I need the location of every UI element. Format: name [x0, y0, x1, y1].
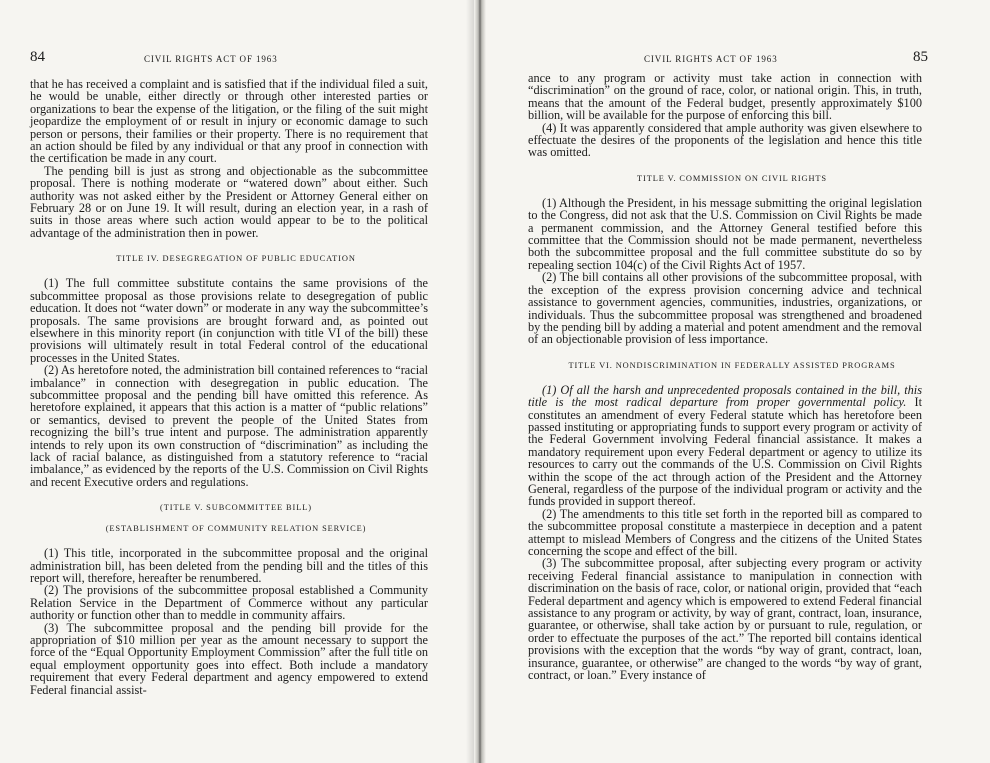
gutter-shadow [466, 0, 474, 763]
section-heading: TITLE V. COMMISSION ON CIVIL RIGHTS [636, 173, 827, 183]
section-heading: (TITLE V. SUBCOMMITTEE BILL) [160, 503, 312, 513]
paragraph: (2) As heretofore noted, the administration bill contained references to “racial imbalance” in connection with desegregation in public education. The subcommittee proposal and the pending bill have omitted this reference. As heretofore explained, it appears that this action is a matter of “public relations” or semantics, devised to prevent the people of the United States from recognizing the bill’s true intent and purpose. The administration apparently intends to rely upon its own construction of “discrimination” as including the lack of racial balance, as distinguished from a statutory reference to “racial imbalance,” as evidenced by the reports of the U.S. Commission on Civil Rights and recent Executive orders and regulations. [30, 363, 428, 489]
paragraph-rest: It constitutes an amendment of every Federal statute which has heretofore been passed instituting or appropriating funds to support every program or activity of the Federal Government involving Federal financial assistance. It makes a mandatory requirement upon every Federal department or agency to utilize its resources to carry out the commands of the U.S. Commission on Civil Rights within the scope of the act through action of the President and the Attorney General, regardless of the purpose of the individual program or activity and the funds provided in support thereof. [528, 395, 922, 509]
paragraph: (2) The bill contains all other provisions of the subcommittee proposal, with the exception of the express provision concerning advice and technical assistance to government agencies, communities, industries, organizations, or individuals. Thus the subcommittee proposal was strengthened and broadened by the pending bill by adding a material and potent amendment and the removal of an objectionable provision of less importance. [528, 270, 922, 347]
paragraph: (3) The subcommittee proposal and the pending bill provide for the appropriation of $10 million per year as the amount necessary to support the force of the “Equal Opportunity Employment Commission” after the full title on equal employment opportunity goes into effect. Both include a mandatory requirement that every Federal department and agency empowered to extend Federal financial assist- [30, 620, 428, 697]
paragraph: that he has received a complaint and is satisfied that if the individual filed a suit, he would be unable, either directly or through other interested parties or organizations to bear the expense of the litigation, or the filing of the suit might jeopardize the employment of or result in injury or economic damage to such person or persons, their families or their property. There is no requirement that an action should be filed by any individual or that any proof in connection with the certification be made in any court. [30, 77, 428, 166]
paragraph: (4) It was apparently considered that ample authority was given elsewhere to effectuate the desires of the proponents of the legislation and hence this title was omitted. [528, 120, 922, 160]
left-page-body [30, 78, 428, 696]
paragraph: (3) The subcommittee proposal, after subjecting every program or activity receiving Federal financial assistance to manipulation in connection with discrimination on the basis of race, color, or national origin, provided that “each Federal department and agency which is empowered to extend Federal financial assistance to any program or activity, by way of grant, contract, loan, insurance, guarantee, or otherwise, shall take action by or pursuant to rule, regulation, or order to effectuate the purposes of the act.” The reported bill contains identical provisions with the exception that the words “by way of grant, contract, loan, insurance, guarantee, or otherwise” are changed to the words “by way of grant, contract, or loan.” Every instance of [528, 556, 922, 683]
left-running-head: CIVIL RIGHTS ACT OF 1963 [144, 54, 278, 64]
paragraph: ance to any program or activity must take action in connection with “discrimination” on the ground of race, color, or national origin. This, in truth, means that the amount of the Federal budget, presently approximately $100 billion, will be available for the purpose of enforcing this bill. [528, 71, 922, 123]
right-page-header [644, 49, 928, 69]
right-page-body [528, 72, 922, 681]
section-heading: TITLE IV. DESEGREGATION OF PUBLIC EDUCATION [116, 254, 356, 264]
section-subheading: (ESTABLISHMENT OF COMMUNITY RELATION SERVICE) [105, 524, 367, 534]
paragraph [528, 384, 922, 508]
paragraph: (2) The provisions of the subcommittee proposal established a Community Relation Service in the Department of Commerce without any particular authority or function other than to meddle in community affairs. [30, 583, 428, 623]
paragraph: The pending bill is just as strong and objectionable as the subcommittee proposal. There is nothing moderate or “watered down” about either. Such authority was not asked either by the President or Attorney General either on February 28 or on June 19. It will result, during an election year, in a rash of suits in those areas where such action would appear to be to the political advantage of the administration then in power. [30, 163, 428, 240]
left-page-number: 84 [30, 49, 45, 65]
book-gutter [474, 0, 486, 763]
paragraph: (1) The full committee substitute contains the same provisions of the subcommittee proposal as those provisions relate to desegregation of public education. It does not “water down” or moderate in any way the subcommittee’s proposals. The same provisions are brought forward and, as pointed out elsewhere in this minority report (in conjunction with title VI of the bill) these provisions will ultimately result in total Federal control of the educational processes in the United States. [30, 276, 428, 365]
right-running-head: CIVIL RIGHTS ACT OF 1963 [644, 54, 778, 64]
section-heading: TITLE VI. NONDISCRIMINATION IN FEDERALLY ASSISTED PROGRAMS [568, 360, 896, 370]
paragraph: (1) This title, incorporated in the subcommittee proposal and the original administration bill, has been deleted from the pending bill and the titles of this report will, therefore, hereafter be renumbered. [30, 546, 428, 585]
paragraph: (2) The amendments to this title set forth in the reported bill as compared to the subcommittee proposal constitute a masterpiece in deception and a patent attempt to mislead Members of Congress and the citizens of the United States concerning the scope and effect of the bill. [528, 506, 922, 558]
paragraph: (1) Although the President, in his message submitting the original legislation to the Congress, did not ask that the U.S. Commission on Civil Rights be made a permanent commission, and the Attorney General testified before this committee that the Commission should not be made permanent, nevertheless both the subcommittee proposal and the full committee substitute do so by repealing section 104(c) of the Civil Rights Act of 1957. [528, 195, 922, 272]
right-page-number: 85 [913, 49, 928, 65]
italic-lead: (1) Of all the harsh and unprecedented proposals contained in the bill, this title is the most radical departure from proper governmental policy. [528, 382, 922, 410]
left-page-header [30, 49, 442, 69]
